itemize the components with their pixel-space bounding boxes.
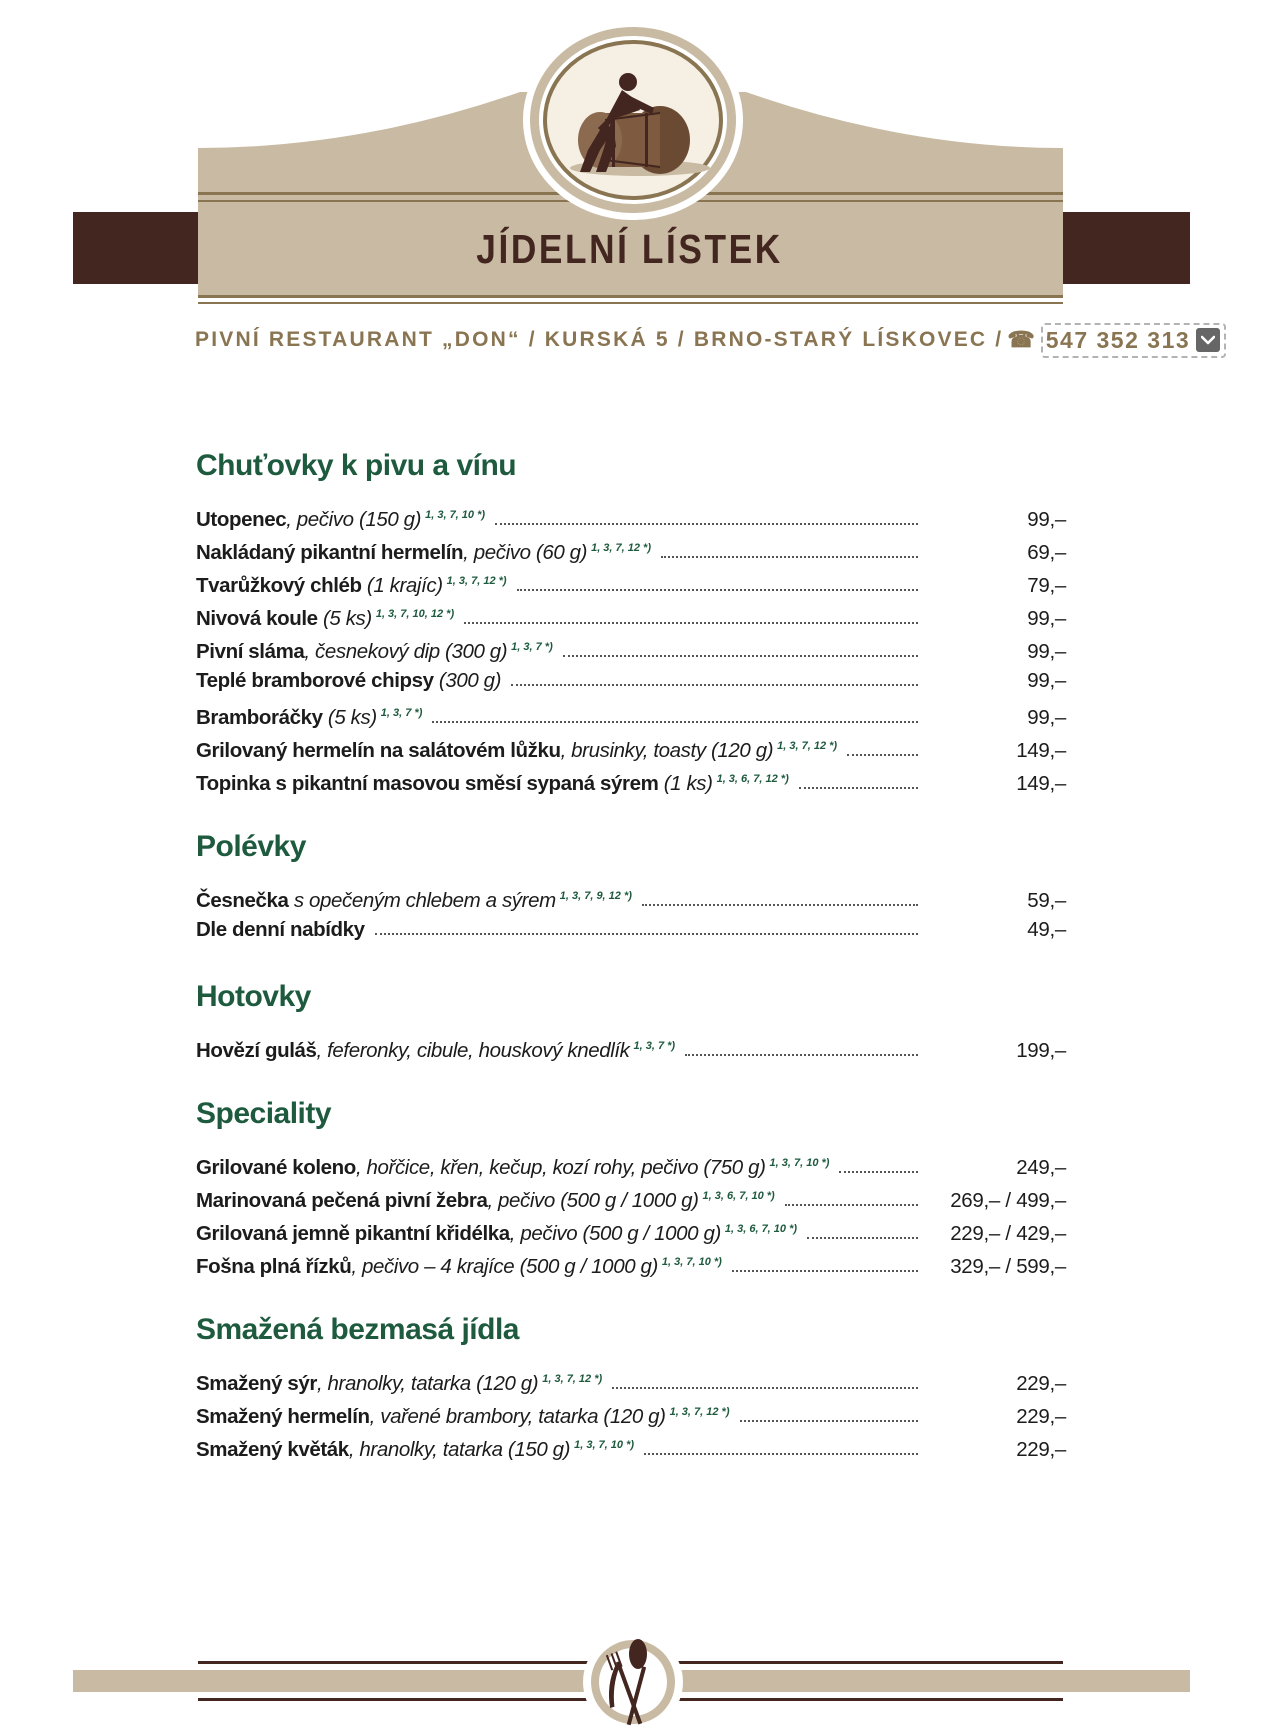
item-price: 49,– — [1027, 918, 1066, 941]
item-price: 59,– — [1027, 889, 1066, 912]
menu-item — [196, 532, 1066, 565]
item-name: Hovězí guláš — [196, 1039, 317, 1062]
item-price: 199,– — [1016, 1039, 1066, 1062]
item-price: 269,– / 499,– — [950, 1189, 1066, 1212]
item-name: Pivní sláma — [196, 640, 305, 663]
phone-icon: ☎ — [1007, 327, 1035, 352]
dot-leader — [847, 754, 918, 756]
dot-leader — [642, 904, 918, 906]
dot-leader — [495, 523, 918, 525]
phone-dropdown-button[interactable] — [1196, 328, 1220, 352]
menu-section — [196, 826, 1066, 946]
item-description: , pečivo (150 g) — [286, 508, 422, 531]
item-allergens: 1, 3, 7 *) — [511, 641, 553, 653]
item-price: 229,– / 429,– — [950, 1222, 1066, 1245]
item-description: , hořčice, křen, kečup, kozí rohy, pečivo (750 g) — [355, 1156, 766, 1179]
item-price: 149,– — [1016, 772, 1066, 795]
item-name: Česnečka — [196, 889, 289, 912]
menu-item — [196, 880, 1066, 913]
item-description: , vařené brambory, tatarka (120 g) — [369, 1405, 666, 1428]
menu-section — [196, 445, 1066, 796]
item-name: Dle denní nabídky — [196, 918, 365, 941]
item-price: 329,– / 599,– — [950, 1255, 1066, 1278]
dot-leader — [732, 1270, 918, 1272]
menu-item — [196, 1030, 1066, 1063]
menu-item — [196, 763, 1066, 796]
item-price: 99,– — [1027, 640, 1066, 663]
menu-item — [196, 1429, 1066, 1462]
item-name: Topinka s pikantní masovou směsí sypaná sýrem — [196, 772, 659, 795]
item-allergens: 1, 3, 7, 10 *) — [769, 1157, 830, 1169]
section-title: Smažená bezmasá jídla — [196, 1313, 519, 1346]
item-description: , pečivo (60 g) — [463, 541, 588, 564]
section-title: Chuťovky k pivu a vínu — [196, 449, 517, 482]
item-price: 149,– — [1016, 739, 1066, 762]
item-allergens: 1, 3, 6, 7, 12 *) — [716, 773, 789, 785]
item-price: 229,– — [1016, 1405, 1066, 1428]
item-price: 249,– — [1016, 1156, 1066, 1179]
menu-item — [196, 499, 1066, 532]
dot-leader — [839, 1171, 918, 1173]
phone-number[interactable]: 547 352 313 — [1045, 326, 1191, 353]
item-description: , pečivo (500 g / 1000 g) — [509, 1222, 721, 1245]
dot-leader — [375, 933, 918, 935]
restaurant-address: PIVNÍ RESTAURANT „DON“ / KURSKÁ 5 / BRNO-STARÝ LÍSKOVEC / — [195, 328, 1004, 351]
menu-item — [196, 730, 1066, 763]
menu-item — [196, 598, 1066, 631]
item-description: (1 krajíc) — [361, 574, 443, 597]
menu-section — [196, 976, 1066, 1063]
dot-leader — [612, 1387, 918, 1389]
menu-item — [196, 565, 1066, 598]
item-allergens: 1, 3, 7, 12 *) — [542, 1373, 603, 1385]
menu-item — [196, 1363, 1066, 1396]
item-description: , hranolky, tatarka (120 g) — [316, 1372, 539, 1395]
phone-link[interactable] — [1041, 323, 1226, 358]
item-price: 229,– — [1016, 1372, 1066, 1395]
item-allergens: 1, 3, 7, 10, 12 *) — [375, 608, 455, 620]
dot-leader — [432, 721, 918, 723]
dot-leader — [511, 684, 918, 686]
dot-leader — [464, 622, 918, 624]
section-title: Hotovky — [196, 980, 311, 1013]
item-allergens: 1, 3, 7, 9, 12 *) — [559, 890, 632, 902]
dot-leader — [785, 1204, 918, 1206]
item-description: , pečivo – 4 krajíce (500 g / 1000 g) — [351, 1255, 658, 1278]
item-description: (5 ks) — [317, 607, 372, 630]
item-price: 69,– — [1027, 541, 1066, 564]
menu-item — [196, 1246, 1066, 1279]
menu-item — [196, 1180, 1066, 1213]
item-description: (5 ks) — [322, 706, 377, 729]
menu-item — [196, 913, 1066, 946]
item-description: , hranolky, tatarka (150 g) — [348, 1438, 571, 1461]
menu-content — [196, 445, 1066, 1492]
item-name: Marinovaná pečená pivní žebra — [196, 1189, 488, 1212]
dot-leader — [807, 1237, 918, 1239]
item-name: Smažený květák — [196, 1438, 349, 1461]
item-allergens: 1, 3, 7, 12 *) — [591, 542, 652, 554]
item-description: , feferonky, cibule, houskový knedlík — [316, 1039, 630, 1062]
item-description: (1 ks) — [658, 772, 713, 795]
item-allergens: 1, 3, 7, 12 *) — [669, 1406, 730, 1418]
item-allergens: 1, 3, 7, 12 *) — [446, 575, 507, 587]
menu-section — [196, 1309, 1066, 1462]
section-title: Speciality — [196, 1097, 332, 1130]
dot-leader — [644, 1453, 918, 1455]
item-price: 99,– — [1027, 607, 1066, 630]
item-name: Nivová koule — [196, 607, 318, 630]
item-description: , česnekový dip (300 g) — [304, 640, 508, 663]
item-allergens: 1, 3, 6, 7, 10 *) — [724, 1223, 798, 1235]
menu-item — [196, 1147, 1066, 1180]
dot-leader — [517, 589, 918, 591]
item-allergens: 1, 3, 7 *) — [633, 1040, 676, 1052]
menu-item — [196, 631, 1066, 664]
item-name: Tvarůžkový chléb — [196, 574, 362, 597]
section-title: Polévky — [196, 830, 306, 863]
item-name: Bramboráčky — [196, 706, 323, 729]
item-allergens: 1, 3, 7, 10 *) — [425, 509, 486, 521]
dot-leader — [685, 1054, 918, 1056]
item-name: Grilovaná jemně pikantní křidélka — [196, 1222, 510, 1245]
item-allergens: 1, 3, 7, 10 *) — [661, 1256, 722, 1268]
menu-header — [0, 0, 1266, 380]
item-name: Grilovaný hermelín na salátovém lůžku — [196, 739, 561, 762]
item-price: 229,– — [1016, 1438, 1066, 1461]
menu-item — [196, 1213, 1066, 1246]
item-allergens: 1, 3, 6, 7, 10 *) — [702, 1190, 775, 1202]
item-name: Nakládaný pikantní hermelín — [196, 541, 464, 564]
page-title: JÍDELNÍ LÍSTEK — [476, 226, 783, 272]
item-price: 99,– — [1027, 508, 1066, 531]
dot-leader — [661, 556, 918, 558]
item-name: Fošna plná řízků — [196, 1255, 352, 1278]
item-allergens: 1, 3, 7, 10 *) — [574, 1439, 635, 1451]
restaurant-address-line — [195, 323, 1226, 357]
item-price: 79,– — [1027, 574, 1066, 597]
dot-leader — [799, 787, 918, 789]
menu-section — [196, 1093, 1066, 1279]
item-name: Utopenec — [196, 508, 287, 531]
item-description: s opečeným chlebem a sýrem — [288, 889, 556, 912]
item-allergens: 1, 3, 7 *) — [380, 707, 423, 719]
item-name: Grilované koleno — [196, 1156, 356, 1179]
item-allergens: 1, 3, 7, 12 *) — [777, 740, 838, 752]
item-name: Smažený hermelín — [196, 1405, 370, 1428]
item-price: 99,– — [1027, 669, 1066, 692]
item-name: Teplé bramborové chipsy — [196, 669, 434, 692]
menu-item — [196, 1396, 1066, 1429]
item-description: , pečivo (500 g / 1000 g) — [487, 1189, 699, 1212]
menu-item — [196, 664, 1066, 697]
item-description: , brusinky, toasty (120 g) — [560, 739, 774, 762]
footer-emblem — [0, 1630, 1266, 1736]
dot-leader — [563, 655, 918, 657]
item-description: (300 g) — [433, 669, 502, 692]
menu-item — [196, 697, 1066, 730]
dot-leader — [740, 1420, 918, 1422]
item-price: 99,– — [1027, 706, 1066, 729]
chevron-down-icon — [1201, 335, 1215, 345]
item-name: Smažený sýr — [196, 1372, 317, 1395]
